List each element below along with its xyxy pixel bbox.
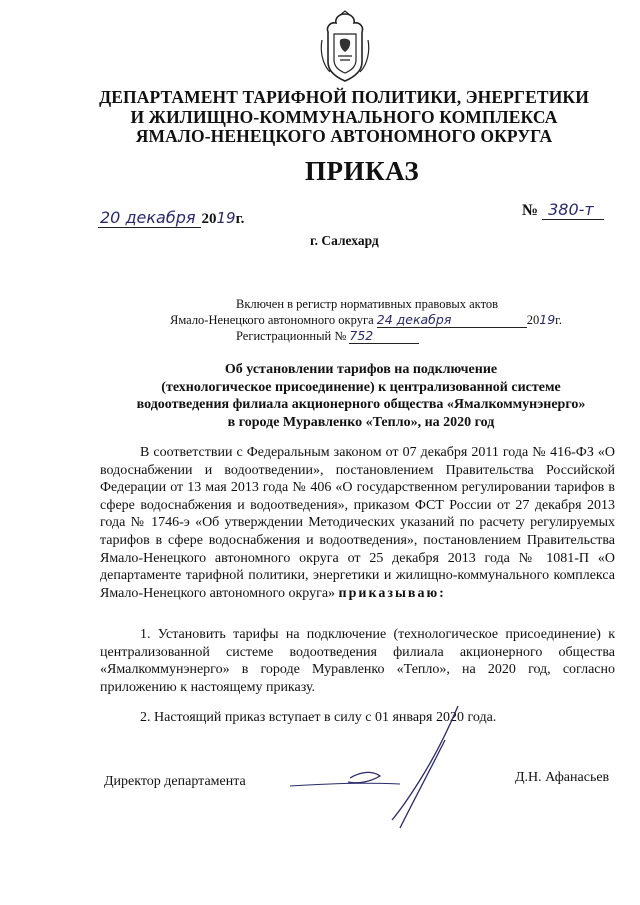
item-1-text: 1. Установить тарифы на подключение (технологическое присоединение) к централизованной системе водоотведения филиала акционерного общества «Ямалкоммунэнерго» в городе Муравленко «Тепло», на 2020 год, согласно приложению к настоящему приказу. [100, 627, 615, 695]
registry-line-3 [236, 328, 419, 344]
document-type-heading: ПРИКАЗ [305, 156, 420, 186]
item-2-text: 2. Настоящий приказ вступает в силу с 01 января 2020 года. [140, 710, 497, 725]
date-year-hand: 19 [216, 209, 236, 227]
number-handwritten: 380-т [542, 200, 604, 220]
preamble-paragraph [100, 444, 615, 602]
org-line-3: ЯМАЛО-НЕНЕЦКОГО АВТОНОМНОГО ОКРУГА [135, 126, 553, 146]
org-line-1: ДЕПАРТАМЕНТ ТАРИФНОЙ ПОЛИТИКИ, ЭНЕРГЕТИКИ [99, 87, 589, 107]
registry-number-hand: 752 [349, 328, 419, 344]
title-line-1: Об установлении тарифов на подключение [224, 362, 498, 377]
registry-line-2 [170, 312, 562, 328]
coat-of-arms-emblem [318, 10, 372, 84]
date-year-suffix: г. [235, 211, 245, 227]
signatory-name: Д.Н. Афанасьев [515, 770, 610, 785]
registry-year-suffix: г. [555, 313, 562, 327]
document-title [100, 361, 622, 431]
preamble-text: В соответствии с Федеральным законом от 07 декабря 2011 года № 416-ФЗ «О водоснабжении и водоотведении», постановлением Правительства Российской Федерации от 13 мая 2013 года № 406 «О государственном регулировании тарифов в сфере водоснабжения и водоотведения», приказом ФСТ России от 27 декабря 2013 года № 1746-э «Об утверждении Методических указаний по расчету регулируемых тарифов в сфере водоснабжения и водоотведения», постановлением Правительства Ямало-Ненецкого автономного округа от 25 декабря 2013 года № 1081-П «О департаменте тарифной политики, энергетики и жилищно-коммунального комплекса Ямало-Ненецкого автономного округа» [100, 445, 615, 601]
registry-date-hand: 24 декабря [377, 312, 527, 328]
title-line-2: (технологическое присоединение) к централизованной системе [161, 379, 561, 395]
number-label: № [522, 202, 539, 219]
registry-year-hand: 19 [539, 312, 556, 327]
item-1-paragraph [100, 626, 615, 696]
date-year-prefix: 20 [201, 211, 217, 227]
org-line-2: И ЖИЛИЩНО-КОММУНАЛЬНОГО КОМПЛЕКСА [130, 106, 558, 127]
registry-region-label: Ямало-Ненецкого автономного округа [170, 313, 374, 327]
title-line-4: в городе Муравленко «Тепло», на 2020 год [227, 414, 495, 430]
registry-line-1: Включен в регистр нормативных правовых актов [236, 297, 499, 311]
registry-year-prefix: 20 [526, 313, 540, 327]
city: г. Салехард [310, 233, 379, 248]
date-handwritten: 20 декабря [98, 208, 201, 228]
signatory-position: Директор департамента [104, 774, 246, 789]
title-line-3: водоотведения филиала акционерного общества «Ямалкоммунэнерго» [136, 397, 586, 412]
document-date [98, 208, 244, 228]
document-number [522, 200, 604, 220]
decree-word: приказываю: [338, 585, 446, 601]
organization-name [60, 88, 628, 147]
handwritten-signature [230, 700, 470, 840]
registry-number-label: Регистрационный № [236, 329, 347, 343]
